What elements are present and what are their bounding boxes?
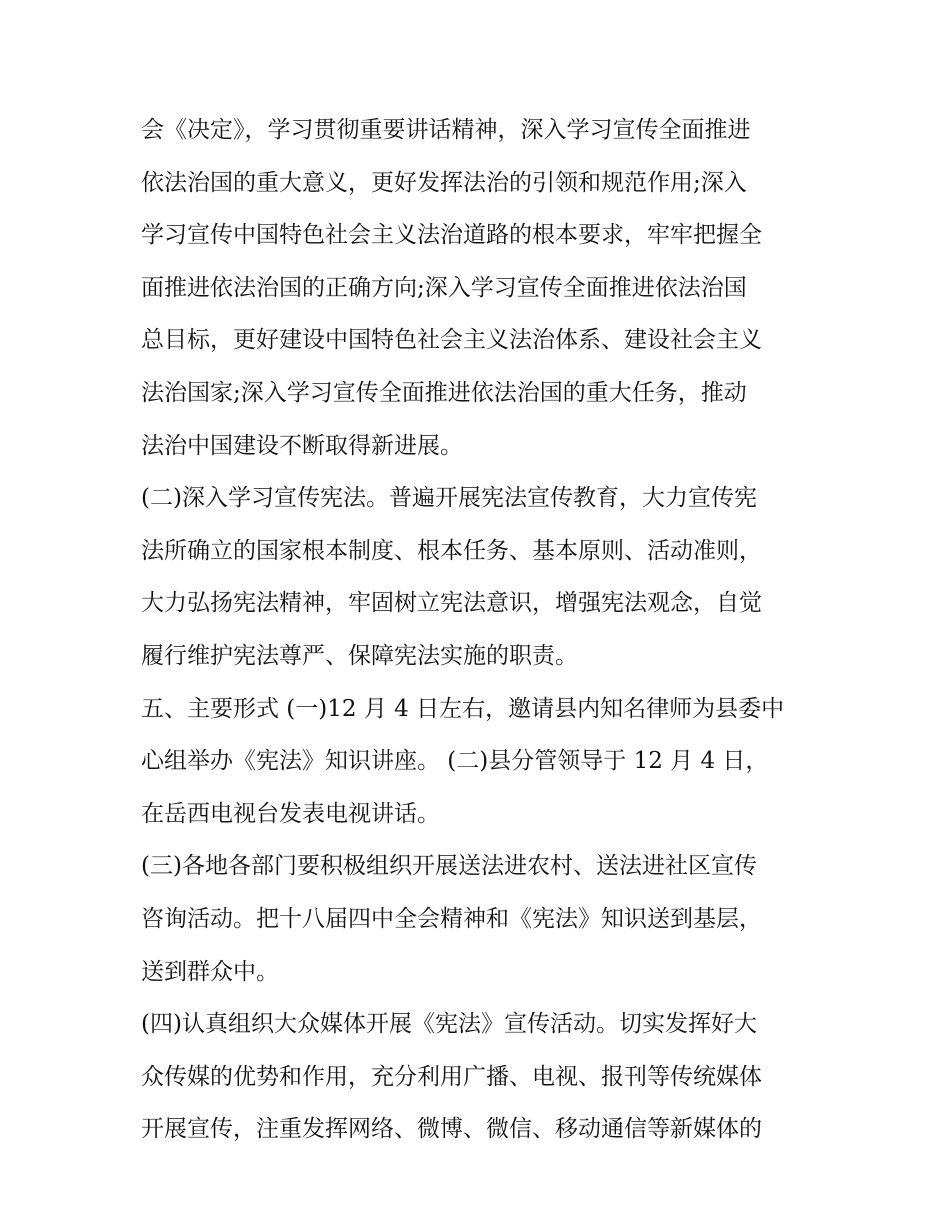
text-line: 送到群众中。 [141,958,279,985]
document-body [141,104,831,1156]
text-line: (二)深入学习宣传宪法。普遍开展宪法宣传教育，大力宣传宪 [141,485,757,512]
text-line: 会《决定》，学习贯彻重要讲话精神，深入学习宣传全面推进 [141,117,751,143]
text-line: 面推进依法治国的正确方向;深入学习宣传全面推进依法治国 [141,274,747,301]
text-line: 法治国家;深入学习宣传全面推进依法治国的重大任务，推动 [141,379,747,406]
text-line: 大力弘扬宪法精神，牢固树立宪法意识，增强宪法观念，自觉 [141,590,762,617]
text-line: 众传媒的优势和作用，充分利用广播、电视、报刊等传统媒体 [141,1063,762,1090]
text-line: 心组举办《宪法》知识讲座。 (二)县分管领导于 12 月 4 日， [141,748,769,775]
text-line: 履行维护宪法尊严、保障宪法实施的职责。 [141,642,578,669]
text-line: 总目标，更好建设中国特色社会主义法治体系、建设社会主义 [141,327,762,354]
text-line: 五、主要形式 (一)12 月 4 日左右，邀请县内知名律师为县委中 [141,695,785,722]
text-line: 咨询活动。把十八届四中全会精神和《宪法》知识送到基层， [141,905,762,932]
text-line: 法所确立的国家根本制度、根本任务、基本原则、活动准则， [141,537,762,564]
text-line: (四)认真组织大众媒体开展《宪法》宣传活动。切实发挥好大 [141,1011,757,1038]
text-line: (三)各地各部门要积极组织开展送法进农村、送法进社区宣传 [141,853,757,880]
text-line: 法治中国建设不断取得新进展。 [141,432,463,459]
text-line: 依法治国的重大意义，更好发挥法治的引领和规范作用;深入 [141,169,747,196]
text-line: 学习宣传中国特色社会主义法治道路的根本要求，牢牢把握全 [141,222,762,249]
text-line: 开展宣传，注重发挥网络、微博、微信、移动通信等新媒体的 [141,1116,762,1143]
text-line: 在岳西电视台发表电视讲话。 [141,800,440,827]
